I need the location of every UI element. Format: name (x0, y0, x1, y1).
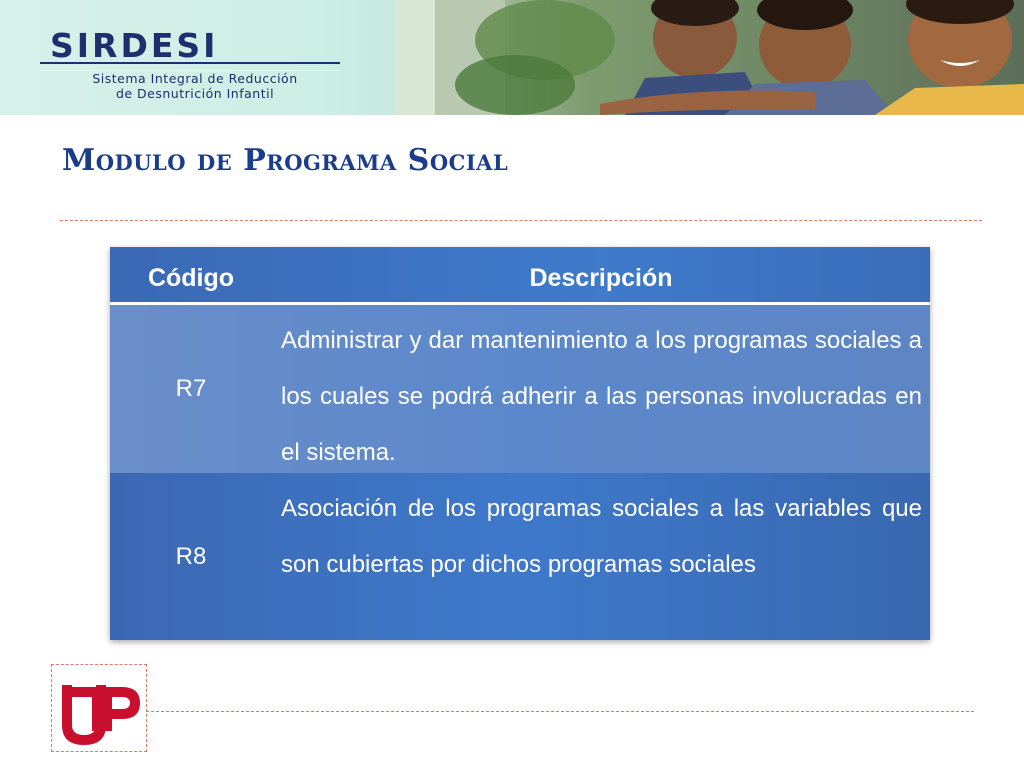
table-row (110, 305, 930, 473)
logo-underline (40, 62, 340, 71)
table-header (110, 247, 930, 305)
page-title: Modulo de Programa Social (62, 143, 509, 178)
cell-code: R7 (175, 375, 207, 402)
requirements-table (110, 247, 930, 640)
header-code: Código (147, 264, 235, 292)
logo-subtitle-line1: Sistema Integral de Reducción (92, 71, 298, 86)
top-divider (60, 220, 982, 221)
children-photo (395, 0, 1024, 115)
sirdesi-logo: SIRDESI (50, 26, 219, 65)
header-description: Descripción (529, 264, 673, 292)
cell-description: Asociación de los programas sociales a las variables que son cubiertas por dichos programas sociales (281, 495, 922, 578)
bottom-divider (146, 711, 974, 712)
branding-panel (0, 0, 395, 115)
cell-code: R8 (175, 542, 207, 570)
table-row (110, 473, 930, 640)
utp-logo (51, 664, 147, 752)
cell-description: Administrar y dar mantenimiento a los programas sociales a los cuales se podrá adherir a las personas involucradas en el sistema. (281, 327, 922, 466)
header-banner (0, 0, 1024, 115)
utp-logo-icon (52, 665, 146, 751)
logo-subtitle-line2: de Desnutrición Infantil (115, 86, 275, 101)
